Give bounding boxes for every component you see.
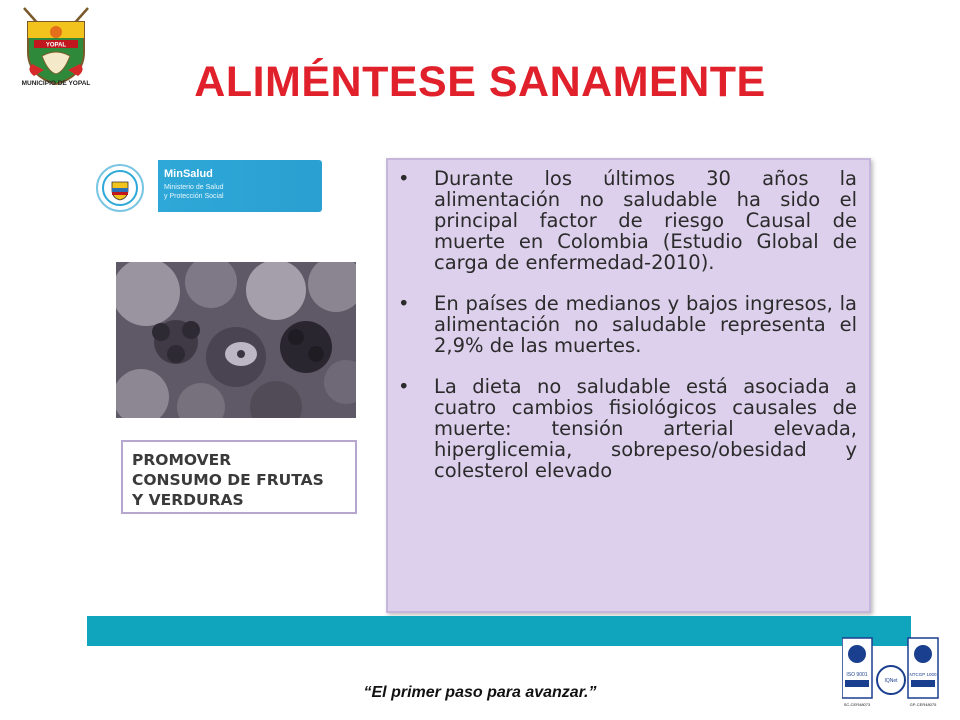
bullet-item	[398, 293, 857, 356]
fruits-photo	[116, 262, 356, 418]
footer-color-bar	[87, 616, 911, 646]
minsalud-subtitle-line1: Ministerio de Salud	[164, 184, 224, 191]
cert1-label: ISO 9001	[846, 672, 868, 678]
promo-box	[121, 440, 357, 514]
bullet-text: Durante los últimos 30 años la alimentación no saludable ha sido el principal factor de riesgo Causal de muerte en Colombia (Estudio Global de carga de enfermedad-2010).	[434, 167, 857, 274]
minsalud-logo-banner	[88, 160, 322, 212]
ntcgp-1000-certification-icon	[908, 638, 938, 707]
promo-line-3: Y VERDURAS	[132, 491, 244, 509]
bullet-text: La dieta no saludable está asociada a cuatro cambios fisiológicos causales de muerte: tensión arterial elevada, hiperglicemia, sobrepeso/obesidad y colesterol elevado	[434, 375, 857, 482]
certification-logos	[842, 636, 940, 714]
minsalud-subtitle-line2: y Protección Social	[164, 193, 224, 200]
footer-slogan: “El primer paso para avanzar.”	[363, 684, 597, 701]
bullet-item	[398, 376, 857, 481]
bullet-dot: •	[398, 292, 410, 315]
promo-line-2: CONSUMO DE FRUTAS	[132, 471, 324, 489]
cert3-code: GP-CER48075	[909, 702, 937, 707]
bullet-dot: •	[398, 375, 410, 398]
iso-9001-certification-icon	[842, 638, 872, 707]
bullet-text-box	[386, 158, 871, 613]
logo-caption: MUNICIPIO DE YOPAL	[21, 80, 91, 87]
cert1-code: SC-CER48073	[843, 702, 871, 707]
page-title: ALIMÉNTESE SANAMENTE	[194, 58, 766, 106]
cert2-label: IQNet	[884, 678, 898, 684]
iqnet-certification-icon	[877, 666, 905, 694]
logo-text: YOPAL	[45, 42, 67, 49]
minsalud-name: MinSalud	[164, 168, 213, 180]
bullet-text: En países de medianos y bajos ingresos, la alimentación no saludable representa el 2,9% de las muertes.	[434, 292, 857, 357]
bullet-item	[398, 168, 857, 273]
colombia-seal-icon	[96, 164, 144, 212]
cert3-label: NTCGP 1000	[909, 672, 937, 677]
promo-line-1: PROMOVER	[132, 451, 232, 469]
bullet-dot: •	[398, 167, 410, 190]
